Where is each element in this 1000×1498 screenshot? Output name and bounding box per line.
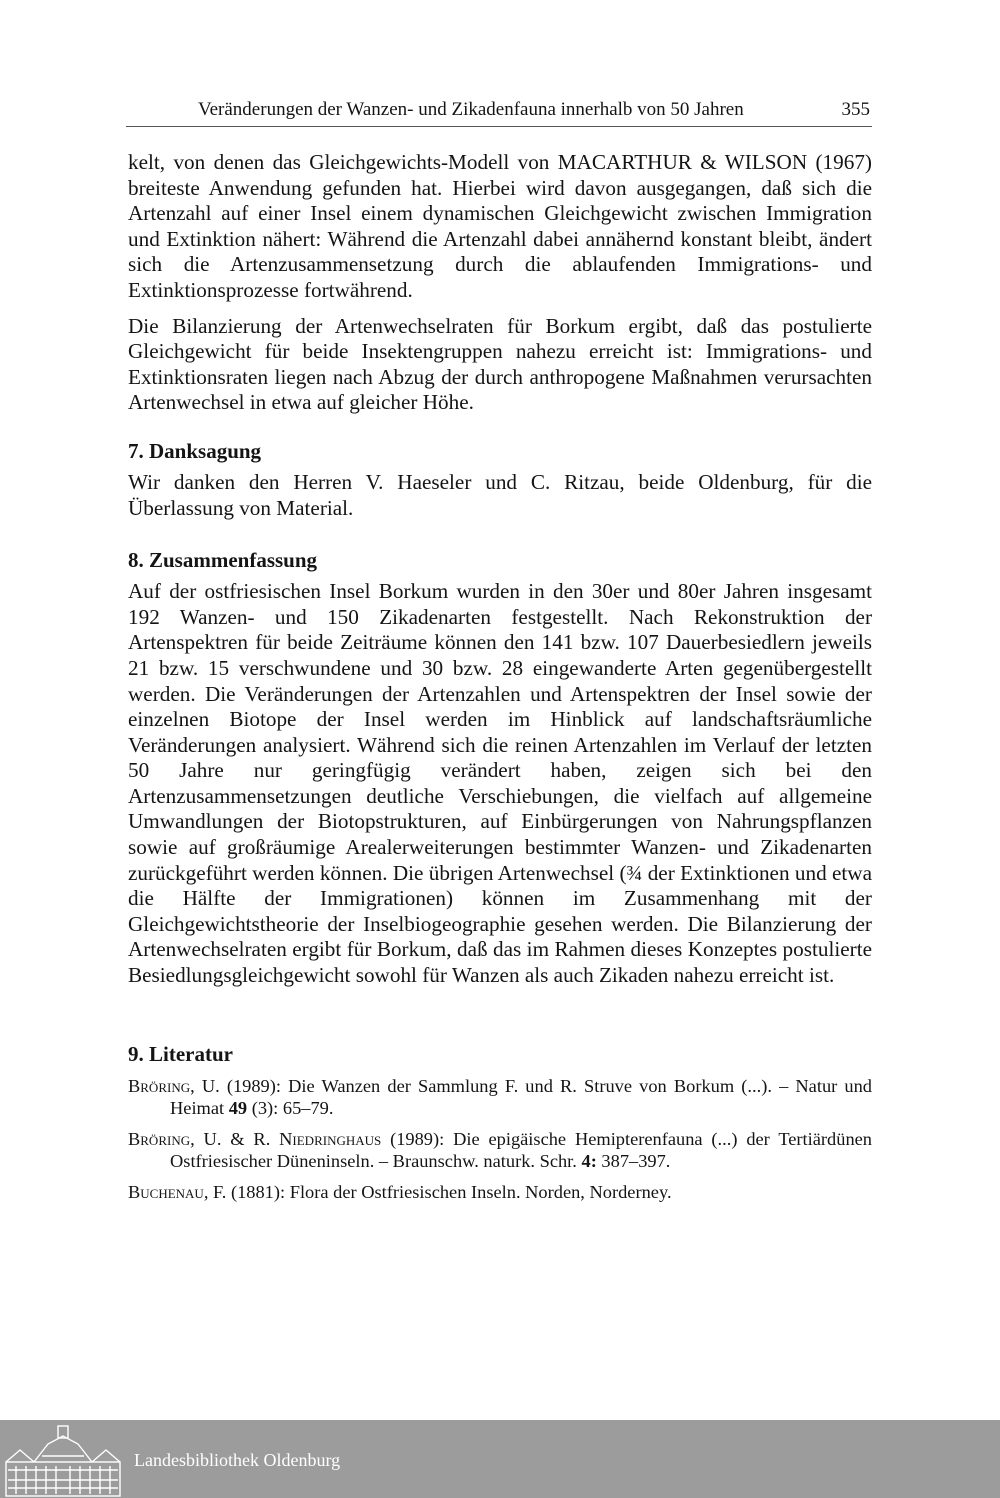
- running-title: Veränderungen der Wanzen- und Zikadenfauna innerhalb von 50 Jahren: [198, 99, 744, 120]
- library-building-icon: [2, 1422, 124, 1498]
- reference-text: (1989): Die Wanzen der Sammlung F. und R. Struve von Borkum (...). – Natur und Heimat: [170, 1075, 872, 1118]
- summary-text: Auf der ostfriesischen Insel Borkum wurden in den 30er und 80er Jahren insgesamt 192 Wanzen- und 150 Zikadenarten festgestellt. Nach Rekonstruktion der Artenspektren für beide Zeiträume können den 141 bzw. 107 Dauerbesiedlern jeweils 21 bzw. 15 verschwundene und 30 bzw. 28 eingewanderte Arten gegenübergestellt werden. Die Veränderungen der Artenzahlen und Artenspektren der Insel sowie der einzelnen Biotope der Insel werden im Hinblick auf landschaftsräumliche Veränderungen analysiert. Während sich die reinen Artenzahlen im Verlauf der letzten 50 Jahre nur geringfügig verändert haben, zeigen sich bei den Artenzusammensetzungen deutliche Verschiebungen, die vielfach auf allgemeine Umwandlungen der Biotopstrukturen, auf Einbürgerungen von Nahrungspflanzen sowie auf großräumige Arealerweiterungen bestimmter Wanzen- und Zikadenarten zurückgeführt werden können. Die übrigen Artenwechsel (¾ der Extinktionen und etwa die Hälfte der Immigrationen) können im Zusammenhang mit der Gleichgewichtstheorie der Inselbiogeographie gesehen werden. Die Bilanzierung der Artenwechselraten ergibt für Borkum, daß das im Rahmen dieses Konzeptes postulierte Besiedlungsgleichgewicht sowohl für Wanzen als auch Zikaden nahezu erreicht ist.: [128, 579, 872, 988]
- reference-text: (1989): Die epigäische Hemipterenfauna (...) der Tertiärdünen Ostfriesischer Düneninseln. – Braunschw. naturk. Schr.: [170, 1128, 873, 1171]
- reference-entry: [128, 1181, 872, 1203]
- reference-text: (1881): Flora der Ostfriesischen Inseln. Norden, Norderney.: [226, 1181, 672, 1202]
- library-footer: [0, 1420, 1000, 1498]
- paragraph-1: kelt, von denen das Gleichgewichts-Modell von MACARTHUR & WILSON (1967) breiteste Anwendung gefunden hat. Hierbei wird davon ausgegangen, daß sich die Artenzahl auf einer Insel einem dynamischen Gleichgewicht zwischen Immigration und Extinktion nähert: Während die Artenzahl dabei annähernd konstant bleibt, ändert sich die Artenzusammensetzung durch die ablaufenden Immigrations- und Extinktionsprozesse fortwährend.: [128, 150, 872, 302]
- reference-volume: 4:: [581, 1150, 597, 1171]
- reference-author: Bröring, U.: [128, 1075, 220, 1096]
- reference-entry: [128, 1128, 872, 1172]
- section-acknowledgements: [128, 438, 872, 521]
- acknowledgements-text: Wir danken den Herren V. Haeseler und C. Ritzau, beide Oldenburg, für die Überlassung von Material.: [128, 469, 872, 520]
- section-literature: [128, 1041, 872, 1203]
- running-header: [126, 96, 872, 127]
- page-number: 355: [841, 99, 870, 120]
- section-heading-9: 9. Literatur: [128, 1041, 233, 1066]
- reference-tail: 387–397.: [596, 1150, 671, 1171]
- body-text: [128, 150, 872, 1212]
- section-summary: [128, 547, 872, 989]
- library-name: Landesbibliothek Oldenburg: [134, 1450, 341, 1470]
- section-heading-7: 7. Danksagung: [128, 438, 262, 463]
- reference-author: Buchenau, F.: [128, 1181, 227, 1202]
- reference-author: Bröring, U. & R. Niedringhaus: [128, 1128, 382, 1149]
- reference-volume: 49: [228, 1097, 248, 1118]
- reference-entry: [128, 1075, 872, 1119]
- reference-tail: (3): 65–79.: [247, 1097, 334, 1118]
- paragraph-2: Die Bilanzierung der Artenwechselraten für Borkum ergibt, daß das postulierte Gleichgewicht für beide Insektengruppen nahezu erreicht ist: Immigrations- und Extinktionsraten liegen nach Abzug der durch anthropogene Maßnahmen verursachten Artenwechsel in etwa auf gleicher Höhe.: [128, 313, 872, 415]
- section-heading-8: 8. Zusammenfassung: [128, 548, 318, 573]
